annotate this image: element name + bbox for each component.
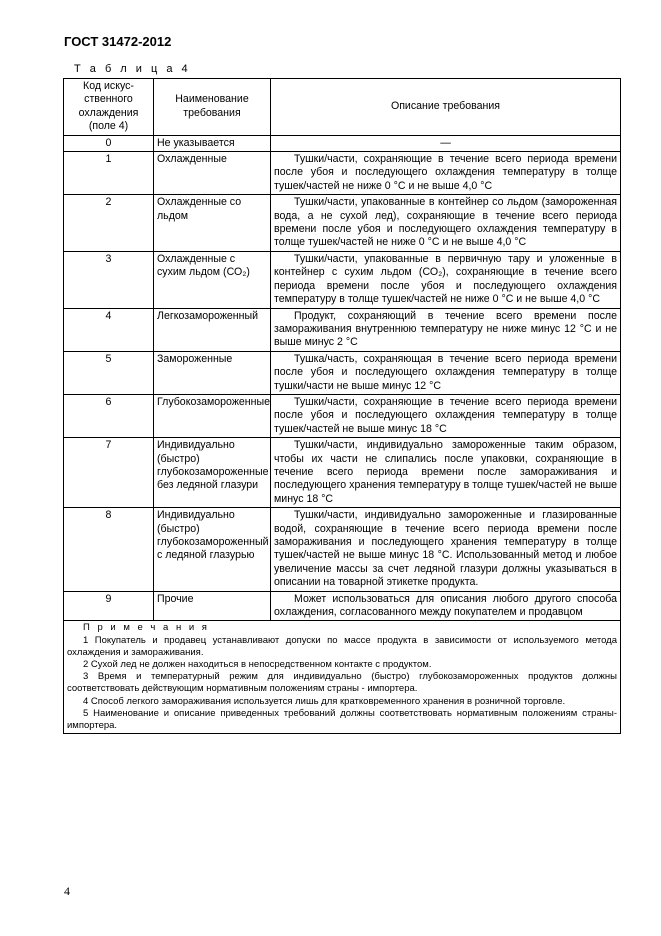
requirement-description: Тушки/части, сохраняющие в течение всего периода времени после убоя и последующего охлаждения температуру в толще тушек/частей не ниже 0 °С и не выше 4,0 °С	[271, 152, 621, 195]
cooling-code: 4	[64, 308, 154, 351]
table-row	[64, 152, 621, 195]
notes-cell	[64, 621, 621, 734]
cooling-code: 9	[64, 591, 154, 621]
cooling-code: 3	[64, 251, 154, 308]
table-caption: Т а б л и ц а 4	[74, 63, 191, 75]
table-row	[64, 591, 621, 621]
notes-row	[64, 621, 621, 734]
table-row	[64, 308, 621, 351]
note-item: 2 Сухой лед не должен находиться в непосредственном контакте с продуктом.	[83, 659, 432, 671]
table-header-row	[64, 79, 621, 136]
requirement-description: Тушки/части, сохраняющие в течение всего периода времени после убоя и последующего охлаждения температуру в толще тушек/частей не выше минус 18 °С	[271, 394, 621, 437]
table-row	[64, 135, 621, 151]
note-item: 1 Покупатель и продавец устанавливают допуски по массе продукта в зависимости от используемого метода охлаждения и замораживания.	[67, 634, 617, 658]
requirement-name: Прочие	[154, 591, 271, 621]
table-row	[64, 394, 621, 437]
note-item: 3 Время и температурный режим для индивидуально (быстро) глубокозамороженных продуктов должны соответствовать действующим нормативным положениям страны - импортера.	[67, 671, 617, 695]
cooling-code: 8	[64, 508, 154, 591]
requirement-description: —	[271, 135, 621, 151]
requirement-name: Индивидуально (быстро) глубокозамороженные без ледяной глазури	[154, 438, 271, 508]
requirement-name: Легкозамороженный	[154, 308, 271, 351]
requirement-name: Охлажденные	[154, 152, 271, 195]
requirement-description: Тушки/части, упакованные в первичную тару и уложенные в контейнер с сухим льдом (СО₂), сохраняющие в течение всего периода времени после убоя и последующего охлаждения температуру в толще тушек/частей не ниже 0 °С и не выше 4,0 °С	[271, 251, 621, 308]
table-row	[64, 508, 621, 591]
page-number: 4	[64, 884, 70, 898]
requirement-name: Замороженные	[154, 351, 271, 394]
cooling-code: 7	[64, 438, 154, 508]
cooling-code: 1	[64, 152, 154, 195]
table-row	[64, 195, 621, 252]
notes-heading: П р и м е ч а н и я	[83, 622, 210, 634]
requirement-name: Индивидуально (быстро) глубокозамороженный с ледяной глазурью	[154, 508, 271, 591]
table-row	[64, 251, 621, 308]
table-row	[64, 351, 621, 394]
cooling-code: 6	[64, 394, 154, 437]
requirement-description: Тушки/части, индивидуально замороженные и глазированные водой, сохраняющие в течение всего периода времени после замораживания и последующего хранения температуру в толще тушек/частей не выше минус 18 °С. Использованный метод и любое увеличение массы за счет ледяной глазури должны указываться в описании на товарной этикетке продукта.	[271, 508, 621, 591]
requirement-name: Не указывается	[154, 135, 271, 151]
requirement-name: Охлажденные со льдом	[154, 195, 271, 252]
document-header: ГОСТ 31472-2012	[64, 34, 172, 49]
requirement-description: Тушки/части, индивидуально замороженные таким образом, чтобы их части не слипались после упаковки, сохраняющие в течение всего периода времени после замораживания и последующего хранения температуру в толще тушек/частей не выше минус 18 °С	[271, 438, 621, 508]
cooling-code: 2	[64, 195, 154, 252]
column-header-description: Описание требования	[271, 79, 621, 136]
cooling-code: 5	[64, 351, 154, 394]
requirement-name: Охлажденные с сухим льдом (СО₂)	[154, 251, 271, 308]
note-item: 5 Наименование и описание приведенных требований должны соответствовать нормативным положениям страны-импортера.	[67, 707, 617, 732]
requirement-name: Глубокозамороженные	[154, 394, 271, 437]
requirement-description: Может использоваться для описания любого другого способа охлаждения, согласованного между покупателем и продавцом	[271, 591, 621, 621]
table-row	[64, 438, 621, 508]
cooling-code: 0	[64, 135, 154, 151]
requirement-description: Продукт, сохраняющий в течение всего времени после замораживания внутреннюю температуру не ниже минус 12 °С и не выше минус 2 °С	[271, 308, 621, 351]
requirements-table	[63, 78, 621, 734]
column-header-name: Наименование требования	[154, 79, 271, 136]
note-item: 4 Способ легкого замораживания используется лишь для кратковременного хранения в розничной торговле.	[83, 695, 566, 707]
requirement-description: Тушки/части, упакованные в контейнер со льдом (замороженная вода, а не сухой лед), сохраняющие в течение всего периода времени после убоя и последующего охлаждения температуру в толще тушек/частей не ниже 0 °С и не выше 4,0 °С	[271, 195, 621, 252]
column-header-code: Код искус-ственного охлаждения (поле 4)	[64, 79, 154, 136]
requirement-description: Тушка/часть, сохраняющая в течение всего периода времени после убоя и последующего охлаждения температуру в толще тушки/части не выше минус 12 °С	[271, 351, 621, 394]
